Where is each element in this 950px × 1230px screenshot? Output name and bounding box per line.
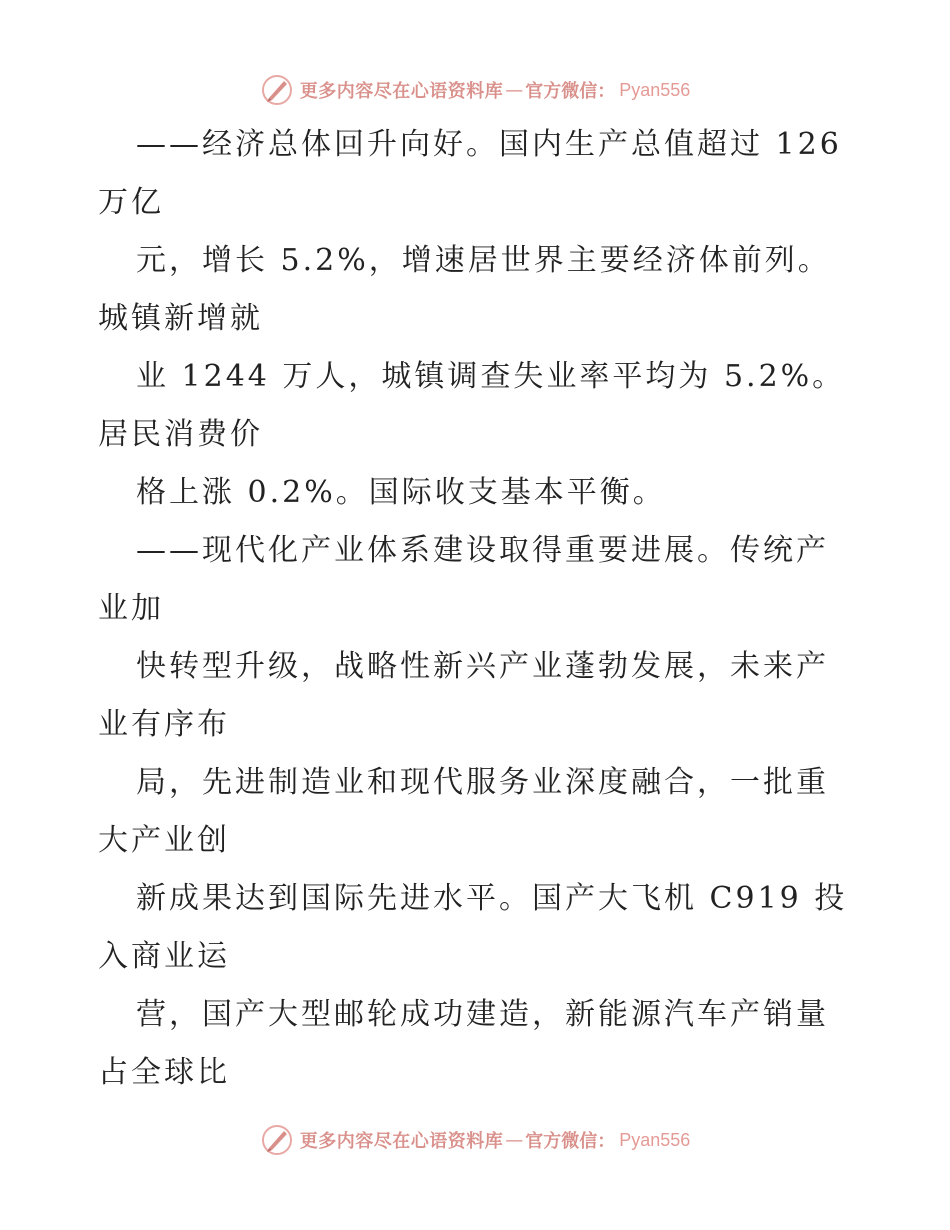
body-text — [98, 116, 858, 1102]
text-line: 元，增长 5.2%，增速居世界主要经济体前列。 — [136, 243, 831, 278]
text-line: ——现代化产业体系建设取得重要进展。传统产 — [136, 533, 829, 568]
text-line: 居民消费价 — [98, 417, 263, 452]
banner-label: 官方微信： — [525, 81, 616, 102]
text-line: 局，先进制造业和现代服务业深度融合，一批重 — [136, 765, 829, 800]
footer-banner — [0, 1120, 950, 1160]
text-line: ——经济总体回升向好。国内生产总值超过 126 — [136, 127, 842, 162]
text-line: 业有序布 — [98, 707, 230, 742]
text-line: 万亿 — [98, 185, 164, 220]
header-banner — [0, 70, 950, 110]
text-line: 入商业运 — [98, 939, 230, 974]
banner-text: 更多内容尽在心语资料库 — [299, 1131, 504, 1152]
text-line: 大产业创 — [98, 823, 230, 858]
text-line: 格上涨 0.2%。国际收支基本平衡。 — [136, 475, 666, 510]
banner-dash: — — [505, 79, 524, 101]
text-line: 快转型升级，战略性新兴产业蓬勃发展，未来产 — [136, 649, 829, 684]
text-line: 业加 — [98, 591, 164, 626]
text-line: 城镇新增就 — [98, 301, 263, 336]
text-line: 新成果达到国际先进水平。国产大飞机 C919 投 — [136, 881, 848, 916]
text-line: 业 1244 万人，城镇调查失业率平均为 5.2%。 — [136, 359, 846, 394]
banner-label: 官方微信： — [525, 1131, 616, 1152]
banner-wechat-id: Pyan556 — [619, 79, 691, 100]
banner-text: 更多内容尽在心语资料库 — [299, 81, 504, 102]
banner-wechat-id: Pyan556 — [619, 1129, 691, 1150]
pen-feather-logo-icon — [260, 1123, 294, 1157]
pen-feather-logo-icon — [260, 73, 294, 107]
text-line: 占全球比 — [98, 1055, 230, 1090]
banner-dash: — — [505, 1129, 524, 1151]
text-line: 营，国产大型邮轮成功建造，新能源汽车产销量 — [136, 997, 829, 1032]
